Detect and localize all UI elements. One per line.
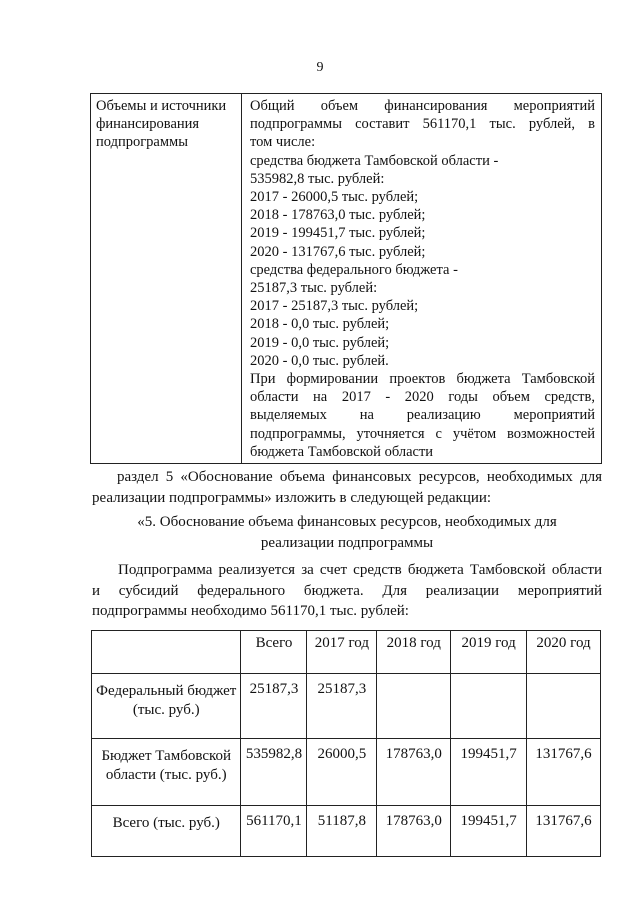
passport-line: области на 2017 - 2020 годы объем средств, bbox=[250, 389, 595, 406]
passport-line: Общий объем финансирования мероприятий bbox=[250, 98, 595, 114]
passport-line: том числе: bbox=[250, 134, 316, 151]
passport-line: 2018 - 178763,0 тыс. рублей; bbox=[250, 207, 426, 224]
finance-cell: 25187,3 bbox=[241, 674, 307, 739]
finance-cell: 131767,6 bbox=[527, 739, 601, 806]
finance-row bbox=[92, 739, 601, 806]
passport-table bbox=[90, 93, 602, 464]
funding-line: подпрограммы необходимо 561170,1 тыс. рублей: bbox=[92, 603, 409, 619]
finance-cell: 535982,8 bbox=[241, 739, 307, 806]
finance-cell: 178763,0 bbox=[377, 806, 451, 857]
passport-line: бюджета Тамбовской области bbox=[250, 443, 434, 460]
finance-header-cell: 2018 год bbox=[377, 631, 451, 674]
finance-row-label: Бюджет Тамбовской области (тыс. руб.) bbox=[92, 739, 241, 806]
passport-label-cell: Объемы и источники финансирования подпрограммы bbox=[91, 94, 242, 464]
section-intro bbox=[92, 467, 602, 508]
funding-line: Подпрограмма реализуется за счет средств бюджета Тамбовской области bbox=[118, 562, 602, 578]
passport-line: 2017 - 26000,5 тыс. рублей; bbox=[250, 189, 419, 206]
section-heading-line: «5. Обоснование объема финансовых ресурсов, необходимых для bbox=[137, 514, 557, 530]
passport-line: 25187,3 тыс. рублей: bbox=[250, 280, 378, 297]
finance-cell: 25187,3 bbox=[307, 674, 377, 739]
finance-cell: 199451,7 bbox=[451, 739, 527, 806]
section-heading bbox=[92, 512, 602, 553]
finance-row-label: Федеральный бюджет (тыс. руб.) bbox=[92, 674, 241, 739]
section-intro-line: реализации подпрограммы» изложить в следующей редакции: bbox=[92, 489, 492, 506]
funding-paragraph bbox=[92, 560, 602, 622]
passport-value-cell bbox=[242, 94, 602, 464]
finance-cell: 561170,1 bbox=[241, 806, 307, 857]
finance-row-label: Всего (тыс. руб.) bbox=[92, 806, 241, 857]
finance-cell: 51187,8 bbox=[307, 806, 377, 857]
passport-line: средства федерального бюджета - bbox=[250, 261, 458, 278]
passport-line: 2019 - 199451,7 тыс. рублей; bbox=[250, 225, 426, 242]
finance-cell: 131767,6 bbox=[527, 806, 601, 857]
passport-line: подпрограммы, уточняется с учётом возможностей bbox=[250, 425, 595, 442]
finance-cell: 26000,5 bbox=[307, 739, 377, 806]
finance-cell: 178763,0 bbox=[377, 739, 451, 806]
passport-line: 2020 - 0,0 тыс. рублей. bbox=[250, 352, 389, 369]
passport-line: подпрограммы составит 561170,1 тыс. рублей, в bbox=[250, 116, 595, 133]
finance-header-cell: Всего bbox=[241, 631, 307, 674]
page-number: 9 bbox=[316, 60, 324, 75]
finance-row bbox=[92, 806, 601, 857]
finance-header-cell bbox=[92, 631, 241, 674]
section-heading-line: реализации подпрограммы bbox=[260, 534, 434, 551]
passport-line: 2019 - 0,0 тыс. рублей; bbox=[250, 334, 390, 351]
finance-header-row bbox=[92, 631, 601, 674]
passport-row bbox=[91, 94, 602, 464]
passport-line: средства бюджета Тамбовской области - bbox=[250, 152, 499, 169]
finance-cell bbox=[527, 674, 601, 739]
passport-line: При формировании проектов бюджета Тамбовской bbox=[250, 371, 595, 388]
finance-cell bbox=[377, 674, 451, 739]
finance-row bbox=[92, 674, 601, 739]
finance-table bbox=[91, 630, 601, 857]
passport-line: 2018 - 0,0 тыс. рублей; bbox=[250, 316, 390, 333]
finance-cell: 199451,7 bbox=[451, 806, 527, 857]
section-intro-line: раздел 5 «Обоснование объема финансовых ресурсов, необходимых для bbox=[117, 469, 602, 485]
passport-line: 2020 - 131767,6 тыс. рублей; bbox=[250, 243, 426, 260]
finance-header-cell: 2017 год bbox=[307, 631, 377, 674]
finance-header-cell: 2019 год bbox=[451, 631, 527, 674]
passport-line: 535982,8 тыс. рублей: bbox=[250, 170, 385, 187]
funding-line: и субсидий федерального бюджета. Для реализации мероприятий bbox=[92, 582, 602, 599]
finance-header-cell: 2020 год bbox=[527, 631, 601, 674]
finance-cell bbox=[451, 674, 527, 739]
passport-line: 2017 - 25187,3 тыс. рублей; bbox=[250, 298, 419, 315]
passport-line: выделяемых на реализацию мероприятий bbox=[250, 407, 595, 424]
